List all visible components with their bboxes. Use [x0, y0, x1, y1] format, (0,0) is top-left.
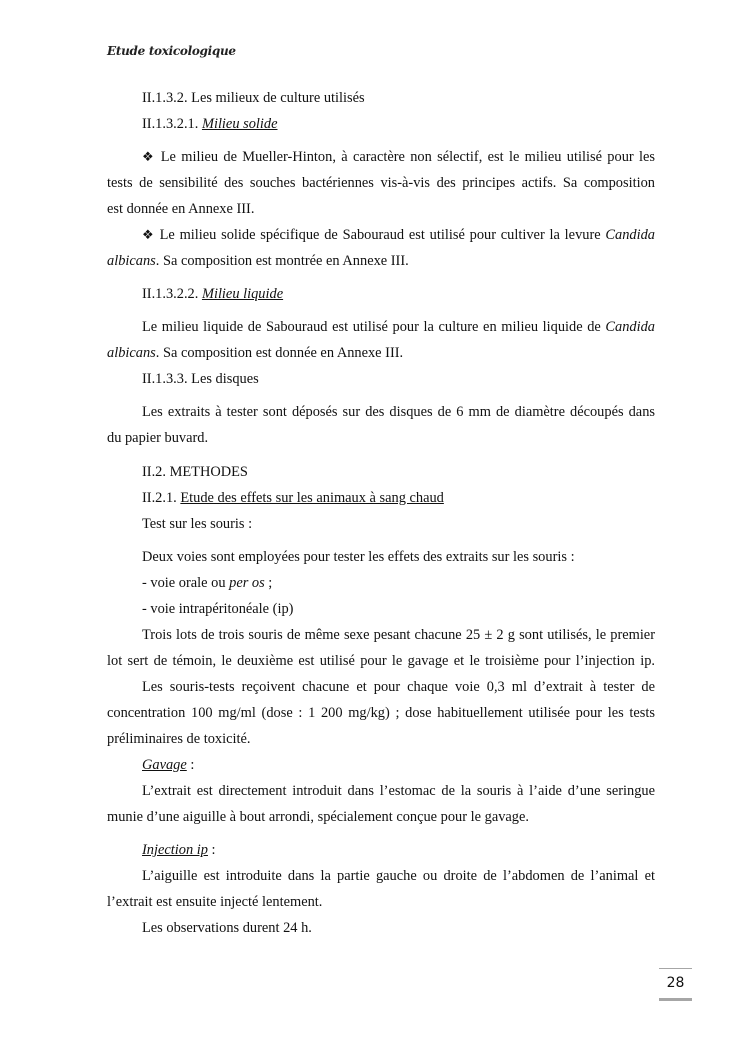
- text: . Sa composition est donnée en Annexe III.: [155, 345, 404, 361]
- list-item: - voie intrapéritonéale (ip): [142, 601, 294, 617]
- paragraph-line: Les observations durent 24 h.: [142, 920, 312, 936]
- paragraph-line: du papier buvard.: [107, 430, 209, 446]
- text: :: [207, 842, 216, 858]
- paragraph-line: [107, 252, 409, 270]
- paragraph-line: Deux voies sont employées pour tester les effets des extraits sur les souris :: [142, 549, 575, 565]
- paragraph-line: munie d’une aiguille à bout arrondi, spécialement conçue pour le gavage.: [107, 809, 529, 825]
- text: ;: [264, 575, 273, 591]
- paragraph-line: [142, 226, 655, 245]
- heading-number: II.1.3.2.2.: [142, 286, 202, 302]
- gavage-heading: [142, 756, 194, 774]
- text: Le milieu de Mueller-Hinton, à caractère non sélectif, est le milieu utilisé pour les: [160, 149, 656, 165]
- paragraph-line: L’aiguille est introduite dans la partie gauche ou droite de l’abdomen de l’animal et: [142, 868, 655, 884]
- heading-number: II.2.1.: [142, 490, 181, 506]
- paragraph-line: Les souris-tests reçoivent chacune et pour chaque voie 0,3 ml d’extrait à tester de: [142, 679, 655, 695]
- species-name: albicans: [107, 345, 156, 361]
- heading-title: Injection ip: [142, 842, 208, 858]
- heading-title: Milieu solide: [201, 116, 278, 132]
- page-number: 28: [659, 968, 692, 1001]
- species-name: Candida: [605, 319, 655, 335]
- paragraph-line: préliminaires de toxicité.: [107, 731, 251, 747]
- heading-title: Milieu liquide: [201, 286, 284, 302]
- text: :: [186, 757, 195, 773]
- paragraph-line: Test sur les souris :: [142, 516, 253, 532]
- running-header: Etude toxicologique: [107, 44, 236, 58]
- paragraph-line: [107, 344, 403, 362]
- injection-heading: [142, 841, 216, 859]
- paragraph-line: lot sert de témoin, le deuxième est utilisé pour le gavage et le troisième pour l’injection ip.: [107, 653, 655, 669]
- subsection-heading-liquid-medium: [142, 285, 283, 303]
- heading-title: Etude des effets sur les animaux à sang chaud: [180, 490, 444, 506]
- text: Le milieu solide spécifique de Sabouraud est utilisé pour cultiver la levure: [159, 227, 606, 243]
- paragraph-line: est donnée en Annexe III.: [107, 201, 255, 217]
- paragraph-line: Trois lots de trois souris de même sexe pesant chacune 25 ± 2 g sont utilisés, le premier: [142, 627, 655, 643]
- paragraph-line: l’extrait est ensuite injecté lentement.: [107, 894, 323, 910]
- section-heading-discs: II.1.3.3. Les disques: [142, 371, 259, 387]
- list-item: [142, 574, 272, 592]
- paragraph-line: [142, 148, 655, 167]
- species-name: Candida: [605, 227, 655, 243]
- text: Le milieu liquide de Sabouraud est utilisé pour la culture en milieu liquide de: [142, 319, 606, 335]
- paragraph-line: tests de sensibilité des souches bactériennes vis-à-vis des principes actifs. Sa composition: [107, 175, 655, 191]
- paragraph-line: concentration 100 mg/ml (dose : 1 200 mg/kg) ; dose habituellement utilisée pour les tests: [107, 705, 655, 721]
- paragraph-line: L’extrait est directement introduit dans l’estomac de la souris à l’aide d’une seringue: [142, 783, 655, 799]
- section-heading-methods: II.2. METHODES: [142, 464, 248, 480]
- paragraph-line: [142, 318, 655, 336]
- latin-term: per os: [229, 575, 265, 591]
- section-heading-culture-media: II.1.3.2. Les milieux de culture utilisés: [142, 90, 365, 106]
- species-name: albicans: [107, 253, 156, 269]
- heading-number: II.1.3.2.1.: [142, 116, 202, 132]
- text: . Sa composition est montrée en Annexe III.: [155, 253, 409, 269]
- text: - voie orale ou: [142, 575, 230, 591]
- bullet-diamond-icon: ❖: [142, 150, 156, 165]
- subsection-heading-warm-blooded: [142, 489, 444, 507]
- paragraph-line: Les extraits à tester sont déposés sur des disques de 6 mm de diamètre découpés dans: [142, 404, 655, 420]
- heading-title: Gavage: [142, 757, 187, 773]
- bullet-diamond-icon: ❖: [142, 228, 155, 243]
- subsection-heading-solid-medium: [142, 115, 278, 133]
